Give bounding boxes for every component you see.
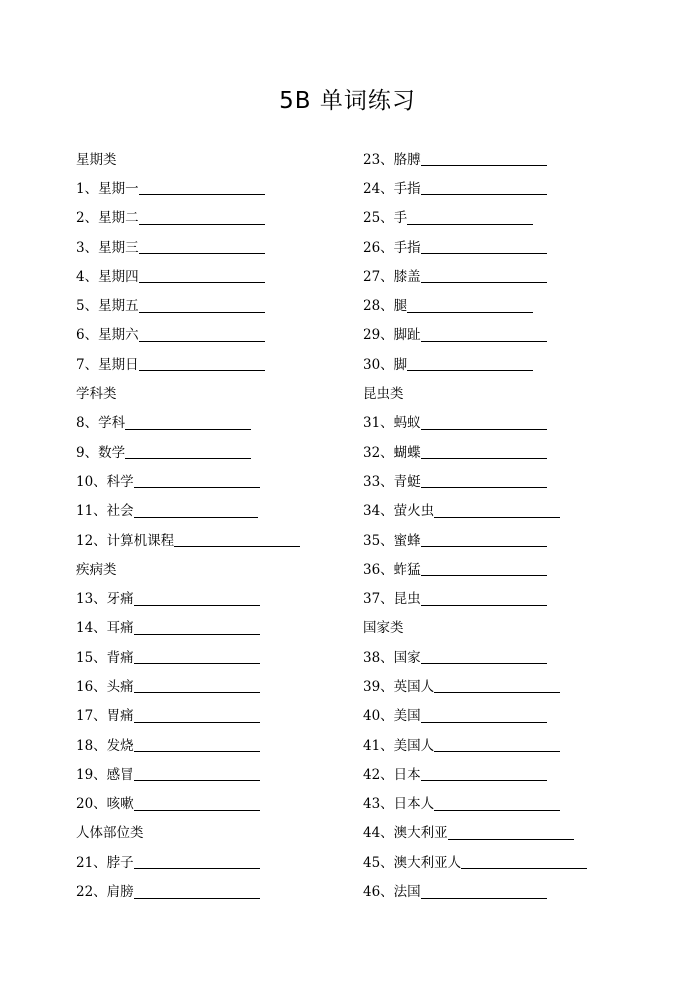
exercise-item	[76, 700, 300, 729]
answer-blank[interactable]	[421, 413, 547, 430]
exercise-item	[363, 231, 587, 260]
right-column	[363, 143, 587, 905]
answer-blank[interactable]	[139, 296, 265, 313]
exercise-item	[76, 231, 300, 260]
answer-blank[interactable]	[434, 794, 560, 811]
exercise-item	[363, 758, 587, 787]
item-label: 14、耳痛	[76, 620, 134, 637]
item-label: 9、数学	[76, 444, 126, 461]
item-label: 22、肩膀	[76, 884, 134, 901]
answer-blank[interactable]	[421, 266, 547, 283]
exercise-item	[363, 260, 587, 289]
exercise-item	[363, 319, 587, 348]
answer-blank[interactable]	[448, 823, 574, 840]
item-label: 27、膝盖	[363, 268, 421, 285]
exercise-item	[363, 582, 587, 611]
exercise-item	[76, 202, 300, 231]
exercise-item	[76, 612, 300, 641]
answer-blank[interactable]	[134, 471, 260, 488]
answer-blank[interactable]	[461, 852, 587, 869]
item-label: 19、感冒	[76, 766, 134, 783]
item-label: 12、计算机课程	[76, 532, 175, 549]
exercise-item	[363, 700, 587, 729]
answer-blank[interactable]	[421, 530, 547, 547]
answer-blank[interactable]	[421, 559, 547, 576]
answer-blank[interactable]	[139, 325, 265, 342]
item-label: 36、蚱猛	[363, 561, 421, 578]
answer-blank[interactable]	[434, 735, 560, 752]
category-heading	[363, 612, 587, 641]
page-title: 5B 单词练习	[279, 88, 416, 114]
exercise-item	[76, 348, 300, 377]
exercise-item	[363, 172, 587, 201]
item-label: 4、星期四	[76, 268, 139, 285]
answer-blank[interactable]	[174, 530, 300, 547]
category-label: 星期类	[76, 151, 117, 168]
answer-blank[interactable]	[134, 706, 260, 723]
exercise-item	[363, 875, 587, 904]
exercise-item	[76, 641, 300, 670]
exercise-item	[76, 524, 300, 553]
answer-blank[interactable]	[421, 647, 547, 664]
item-label: 26、手指	[363, 239, 421, 256]
answer-blank[interactable]	[125, 413, 251, 430]
answer-blank[interactable]	[421, 149, 547, 166]
item-label: 2、星期二	[76, 210, 139, 227]
exercise-item	[76, 670, 300, 699]
item-label: 46、法国	[363, 884, 421, 901]
answer-blank[interactable]	[421, 178, 547, 195]
answer-blank[interactable]	[421, 237, 547, 254]
item-label: 18、发烧	[76, 737, 134, 754]
answer-blank[interactable]	[134, 882, 260, 899]
item-label: 25、手	[363, 210, 408, 227]
exercise-item	[76, 788, 300, 817]
answer-blank[interactable]	[407, 296, 533, 313]
answer-blank[interactable]	[139, 266, 265, 283]
item-label: 41、美国人	[363, 737, 435, 754]
answer-blank[interactable]	[139, 178, 265, 195]
category-heading	[76, 817, 300, 846]
exercise-item	[76, 260, 300, 289]
exercise-item	[363, 729, 587, 758]
answer-blank[interactable]	[434, 501, 560, 518]
item-label: 30、脚	[363, 356, 408, 373]
answer-blank[interactable]	[421, 442, 547, 459]
answer-blank[interactable]	[407, 354, 533, 371]
item-label: 33、青蜓	[363, 473, 421, 490]
answer-blank[interactable]	[134, 589, 260, 606]
exercise-item	[76, 172, 300, 201]
item-label: 8、学科	[76, 415, 126, 432]
item-label: 5、星期五	[76, 298, 139, 315]
answer-blank[interactable]	[134, 852, 260, 869]
exercise-item	[363, 495, 587, 524]
exercise-item	[76, 495, 300, 524]
exercise-item	[363, 143, 587, 172]
item-label: 15、背痛	[76, 649, 134, 666]
item-label: 32、蝴蝶	[363, 444, 421, 461]
item-label: 7、星期日	[76, 356, 139, 373]
category-heading	[76, 143, 300, 172]
exercise-item	[363, 436, 587, 465]
category-heading	[76, 553, 300, 582]
exercise-item	[76, 465, 300, 494]
exercise-item	[363, 348, 587, 377]
item-label: 13、牙痛	[76, 591, 134, 608]
item-label: 3、星期三	[76, 239, 139, 256]
item-label: 21、脖子	[76, 854, 134, 871]
category-label: 昆虫类	[363, 386, 404, 403]
exercise-item	[363, 670, 587, 699]
answer-blank[interactable]	[421, 764, 547, 781]
item-label: 34、萤火虫	[363, 503, 435, 520]
exercise-item	[363, 817, 587, 846]
item-label: 42、日本	[363, 766, 421, 783]
category-label: 人体部位类	[76, 825, 144, 842]
exercise-item	[76, 729, 300, 758]
item-label: 23、胳膊	[363, 151, 421, 168]
category-label: 学科类	[76, 386, 117, 403]
answer-blank[interactable]	[134, 501, 258, 518]
item-label: 24、手指	[363, 180, 421, 197]
exercise-item	[76, 582, 300, 611]
item-label: 45、澳大利亚人	[363, 854, 462, 871]
exercise-item	[363, 788, 587, 817]
item-label: 31、蚂蚁	[363, 415, 421, 432]
exercise-item	[363, 641, 587, 670]
item-label: 1、星期一	[76, 180, 139, 197]
exercise-item	[76, 407, 300, 436]
answer-blank[interactable]	[134, 794, 260, 811]
answer-blank[interactable]	[421, 706, 547, 723]
category-label: 国家类	[363, 620, 404, 637]
item-label: 17、胃痛	[76, 708, 134, 725]
answer-blank[interactable]	[134, 647, 260, 664]
exercise-item	[76, 758, 300, 787]
item-label: 40、美国	[363, 708, 421, 725]
exercise-item	[76, 319, 300, 348]
item-label: 6、星期六	[76, 327, 139, 344]
item-label: 44、澳大利亚	[363, 825, 448, 842]
exercise-item	[363, 524, 587, 553]
item-label: 28、腿	[363, 298, 408, 315]
category-label: 疾病类	[76, 561, 117, 578]
answer-blank[interactable]	[134, 618, 260, 635]
answer-blank[interactable]	[125, 442, 251, 459]
item-label: 11、社会	[76, 503, 134, 520]
item-label: 35、蜜蜂	[363, 532, 421, 549]
exercise-item	[76, 436, 300, 465]
answer-blank[interactable]	[134, 676, 260, 693]
category-heading	[363, 377, 587, 406]
item-label: 43、日本人	[363, 796, 435, 813]
item-label: 20、咳嗽	[76, 796, 134, 813]
answer-blank[interactable]	[139, 354, 265, 371]
answer-blank[interactable]	[139, 208, 265, 225]
answer-blank[interactable]	[421, 471, 547, 488]
answer-blank[interactable]	[134, 735, 260, 752]
answer-blank[interactable]	[421, 325, 547, 342]
exercise-item	[363, 846, 587, 875]
item-label: 39、英国人	[363, 678, 435, 695]
category-heading	[76, 377, 300, 406]
item-label: 37、昆虫	[363, 591, 421, 608]
item-label: 38、国家	[363, 649, 421, 666]
item-label: 10、科学	[76, 473, 134, 490]
exercise-item	[76, 289, 300, 318]
answer-blank[interactable]	[134, 764, 260, 781]
answer-blank[interactable]	[421, 589, 547, 606]
item-label: 16、头痛	[76, 678, 134, 695]
answer-blank[interactable]	[421, 882, 547, 899]
answer-blank[interactable]	[407, 208, 533, 225]
exercise-item	[363, 407, 587, 436]
exercise-item	[363, 465, 587, 494]
exercise-item	[76, 875, 300, 904]
exercise-item	[363, 289, 587, 318]
answer-blank[interactable]	[434, 676, 560, 693]
left-column	[76, 143, 300, 905]
exercise-item	[363, 553, 587, 582]
exercise-item	[363, 202, 587, 231]
exercise-item	[76, 846, 300, 875]
answer-blank[interactable]	[139, 237, 265, 254]
item-label: 29、脚趾	[363, 327, 421, 344]
